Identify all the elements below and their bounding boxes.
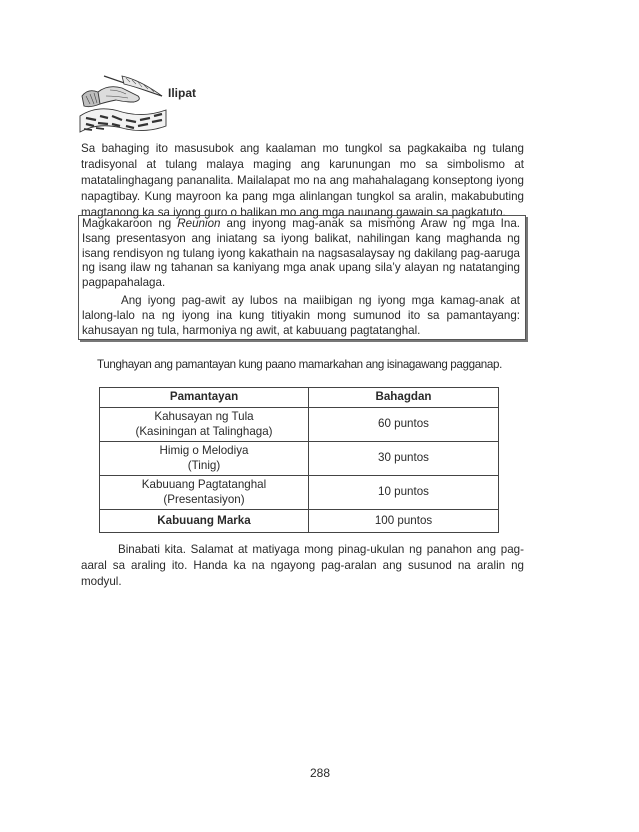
score-cell: 30 puntos [309,442,499,476]
section-title: Ilipat [168,86,197,100]
task-paragraph-2: Ang iyong pag-awit ay lubos na maiibigan ng iyong mga kamag-anak at lalong-lalo na ng iyong ina kung titiyakin mong sumunod ito sa pamantayang: kahusayan ng tula, harmoniya ng awit, at kabuuang pagtatanghal. [82,294,520,337]
criteria-cell: Kabuuang Pagtatanghal (Presentasiyon) [100,476,309,510]
closing-paragraph: Binabati kita. Salamat at matiyaga mong pinag-ukulan ng panahon ang pag-aaral sa araling ito. Handa ka na ngayong pag-aralan ang susunod na aralin ng modyul. [81,543,524,589]
reunion-term: Reunion [177,217,221,230]
table-row [100,408,499,442]
table-row [100,442,499,476]
score-cell: 10 puntos [309,476,499,510]
rubric-table [99,387,499,533]
performance-task-box [78,215,526,340]
task-paragraph-1: Magkakaroon ng Reunion ang inyong mag-anak sa mismong Araw ng mga Ina. Isang presentasyon ang iniatang sa iyong balikat, nahilingan kang maghanda ng isang rendisyon ng tulang iyong kakathain na nagsasalaysay ng dakilang pag-aaruga ng isang ilaw ng tahanan sa kaniyang mga anak upang sila’y alayan ng natatanging pagpapahalaga. [82,217,520,290]
hand-writing-quill-illustration [78,66,168,136]
page-number: 288 [309,766,331,780]
total-score-cell: 100 puntos [309,510,499,533]
intro-paragraph: Sa bahaging ito masusubok ang kaalaman mo tungkol sa pagkakaiba ng tulang tradisyonal at tulang malaya maging ang karunungan mo sa simbolismo at matatalinghagang pananalita. Mailalapat mo na ang mahahalagang konseptong iyong napagtibay. Kung mayroon ka pang mga alinlangan tungkol sa aralin, makabubuting magtanong ka sa iyong guro o balikan mo ang mga naunang gawain sa pagkatuto. [81,142,524,220]
criteria-cell: Kahusayan ng Tula (Kasiningan at Talinghaga) [100,408,309,442]
table-total-row [100,510,499,533]
header-score: Bahagdan [309,388,499,408]
header-criteria: Pamantayan [100,388,309,408]
total-label-cell: Kabuuang Marka [100,510,309,533]
table-header-row [100,388,499,408]
table-row [100,476,499,510]
rubric-instruction: Tunghayan ang pamantayan kung paano mamarkahan ang isinagawang pagganap. [97,358,502,371]
criteria-cell: Himig o Melodiya (Tinig) [100,442,309,476]
score-cell: 60 puntos [309,408,499,442]
